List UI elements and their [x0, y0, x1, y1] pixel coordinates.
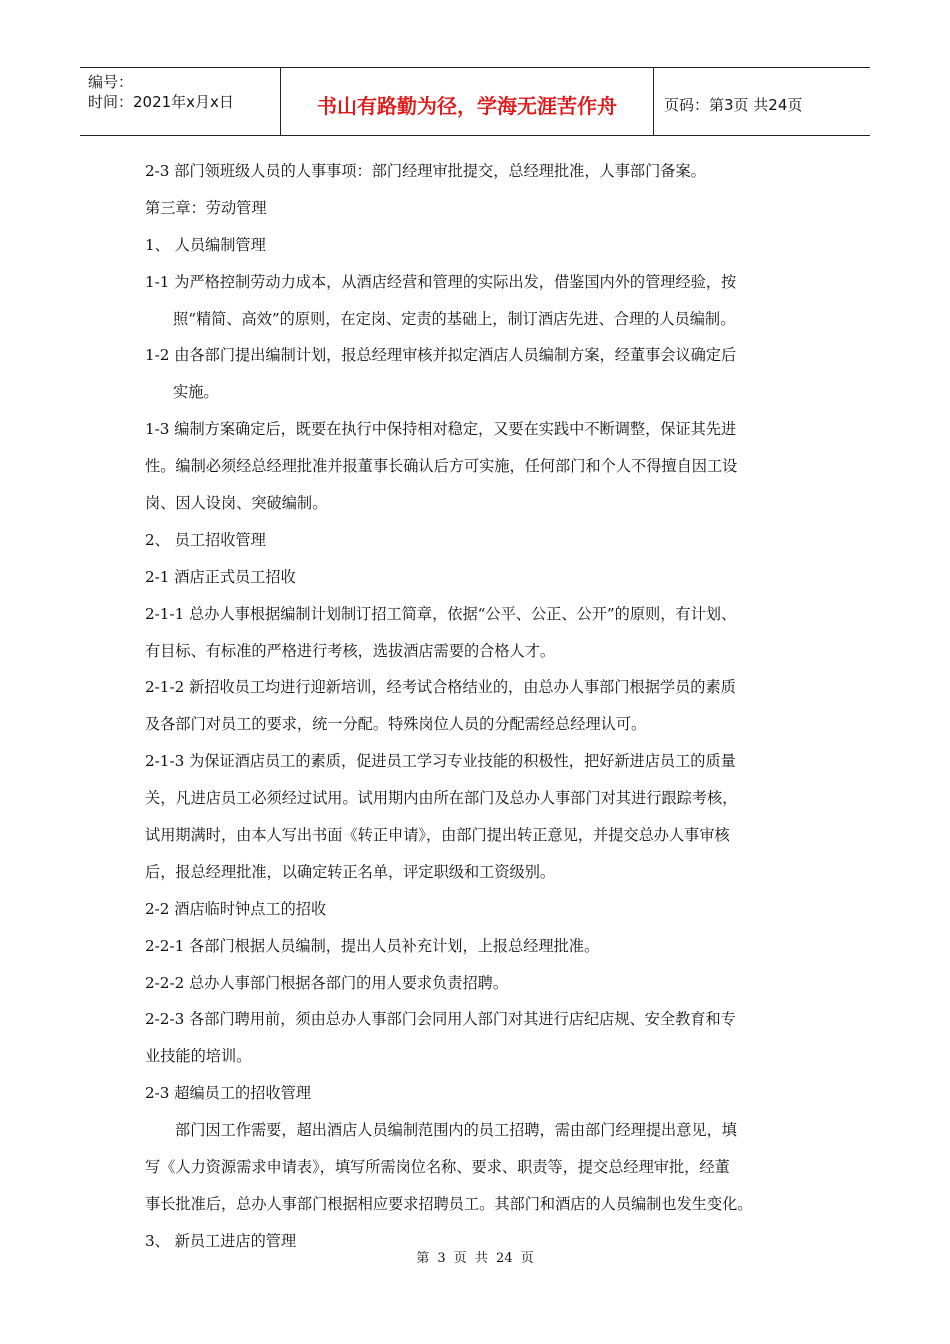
body-line: 性。编制必须经总经理批准并报董事长确认后方可实施，任何部门和个人不得擅自因工设 — [145, 457, 738, 476]
body-line: 2-1-1 总办人事根据编制计划制订招工简章，依据“公平、公正、公开”的原则，有计划、 — [145, 604, 737, 623]
body-line: 2-2-3 各部门聘用前，须由总办人事部门会同用人部门对其进行店纪店规、安全教育和专 — [145, 1010, 736, 1029]
body-line: 后，报总经理批准，以确定转正名单，评定职级和工资级别。 — [145, 862, 556, 881]
body-line: 及各部门对员工的要求，统一分配。特殊岗位人员的分配需经总经理认可。 — [145, 715, 647, 734]
body-line: 业技能的培训。 — [145, 1047, 252, 1066]
document-date-label: 时间：2021年x月x日 — [88, 93, 234, 111]
body-line: 实施。 — [173, 383, 219, 402]
footer-page-number: 第 3 页 共 24 页 — [416, 1251, 534, 1266]
body-line: 部门因工作需要，超出酒店人员编制范围内的员工招聘，需由部门经理提出意见，填 — [175, 1121, 737, 1140]
header-page-info: 页码：第3页 共24页 — [664, 96, 803, 114]
header-motto: 书山有路勤为径，学海无涯苦作舟 — [317, 94, 617, 118]
chapter-heading: 第三章：劳动管理 — [145, 198, 267, 217]
section-heading: 2、 员工招收管理 — [145, 530, 266, 549]
body-line: 岗、因人设岗、突破编制。 — [145, 494, 328, 513]
body-line: 写《人力资源需求申请表》，填写所需岗位名称、要求、职责等，提交总经理审批，经董 — [145, 1158, 730, 1177]
document-code-label: 编号： — [88, 73, 134, 91]
body-line: 试用期满时，由本人写出书面《转正申请》，由部门提出转正意见，并提交总办人事审核 — [145, 826, 730, 845]
body-line: 2-3 部门领班级人员的人事事项：部门经理审批提交，总经理批准，人事部门备案。 — [145, 162, 706, 180]
body-line: 2-2-1 各部门根据人员编制，提出人员补充计划，上报总经理批准。 — [145, 936, 600, 955]
header-motto-cell — [281, 68, 654, 135]
subsection-heading: 2-2 酒店临时钟点工的招收 — [145, 899, 327, 918]
body-line: 1-1 为严格控制劳动力成本，从酒店经营和管理的实际出发，借鉴国内外的管理经验，按 — [145, 272, 737, 291]
body-line: 1-3 编制方案确定后，既要在执行中保持相对稳定，又要在实践中不断调整，保证其先进 — [145, 420, 737, 439]
header-meta-cell — [80, 68, 281, 135]
document-body — [145, 153, 815, 1260]
body-line: 2-2-2 总办人事部门根据各部门的用人要求负责招聘。 — [145, 973, 509, 992]
subsection-heading: 2-3 超编员工的招收管理 — [145, 1084, 311, 1103]
body-line: 1-2 由各部门提出编制计划，报总经理审核并拟定酒店人员编制方案，经董事会议确定后 — [145, 346, 737, 365]
subsection-heading: 2-1 酒店正式员工招收 — [145, 567, 296, 586]
body-line: 有目标、有标准的严格进行考核，选拔酒店需要的合格人才。 — [145, 641, 556, 660]
body-line: 照“精简、高效”的原则，在定岗、定责的基础上，制订酒店先进、合理的人员编制。 — [173, 309, 736, 328]
page-footer — [0, 1247, 950, 1266]
body-line: 2-1-3 为保证酒店员工的素质，促进员工学习专业技能的积极性，把好新进店员工的质量 — [145, 752, 736, 771]
body-line: 关，凡进店员工必须经过试用。试用期内由所在部门及总办人事部门对其进行跟踪考核， — [145, 789, 738, 808]
section-heading: 3、 新员工进店的管理 — [145, 1231, 297, 1250]
body-line: 事长批准后，总办人事部门根据相应要求招聘员工。其部门和酒店的人员编制也发生变化。 — [145, 1194, 753, 1213]
section-heading: 1、 人员编制管理 — [145, 235, 266, 254]
header-page-cell — [654, 68, 870, 135]
body-line: 2-1-2 新招收员工均进行迎新培训，经考试合格结业的，由总办人事部门根据学员的素质 — [145, 678, 736, 697]
page-header — [80, 67, 870, 136]
